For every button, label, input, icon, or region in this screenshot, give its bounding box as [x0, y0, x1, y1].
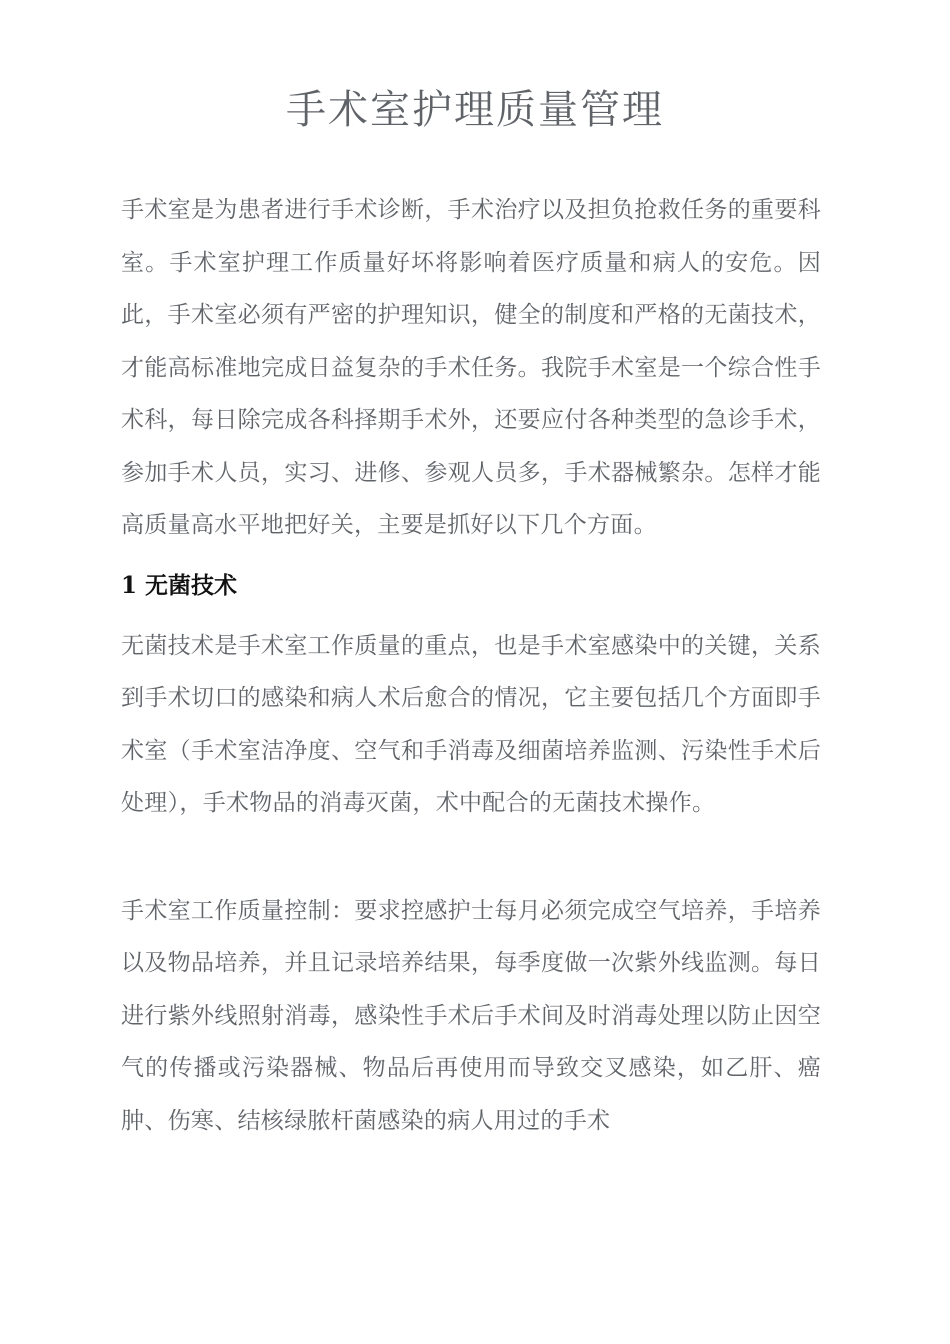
quality-control-paragraph: 手术室工作质量控制：要求控感护士每月必须完成空气培养，手培养以及物品培养，并且记录培养结果，每季度做一次紫外线监测。每日进行紫外线照射消毒，感染性手术后手术间及时消毒处理以防止因空气的传播或污染器械、物品后再使用而导致交叉感染，如乙肝、癌肿、伤寒、结核绿脓杆菌感染的病人用过的手术 — [121, 897, 821, 1134]
page-title: 手术室护理质量管理 — [286, 87, 664, 133]
document-body — [121, 184, 821, 1147]
section-heading: 1 无菌技术 — [121, 571, 238, 599]
intro-paragraph: 手术室是为患者进行手术诊断，手术治疗以及担负抢救任务的重要科室。手术室护理工作质量好坏将影响着医疗质量和病人的安危。因此，手术室必须有严密的护理知识，健全的制度和严格的无菌技术，才能高标准地完成日益复杂的手术任务。我院手术室是一个综合性手术科，每日除完成各科择期手术外，还要应付各种类型的急诊手术，参加手术人员，实习、进修、参观人员多，手术器械繁杂。怎样才能高质量高水平地把好关，主要是抓好以下几个方面。 — [121, 197, 821, 538]
aseptic-technique-paragraph: 无菌技术是手术室工作质量的重点，也是手术室感染中的关键，关系到手术切口的感染和病人术后愈合的情况，它主要包括几个方面即手术室（手术室洁净度、空气和手消毒及细菌培养监测、污染性手术后处理），手术物品的消毒灭菌，术中配合的无菌技术操作。 — [121, 632, 821, 816]
